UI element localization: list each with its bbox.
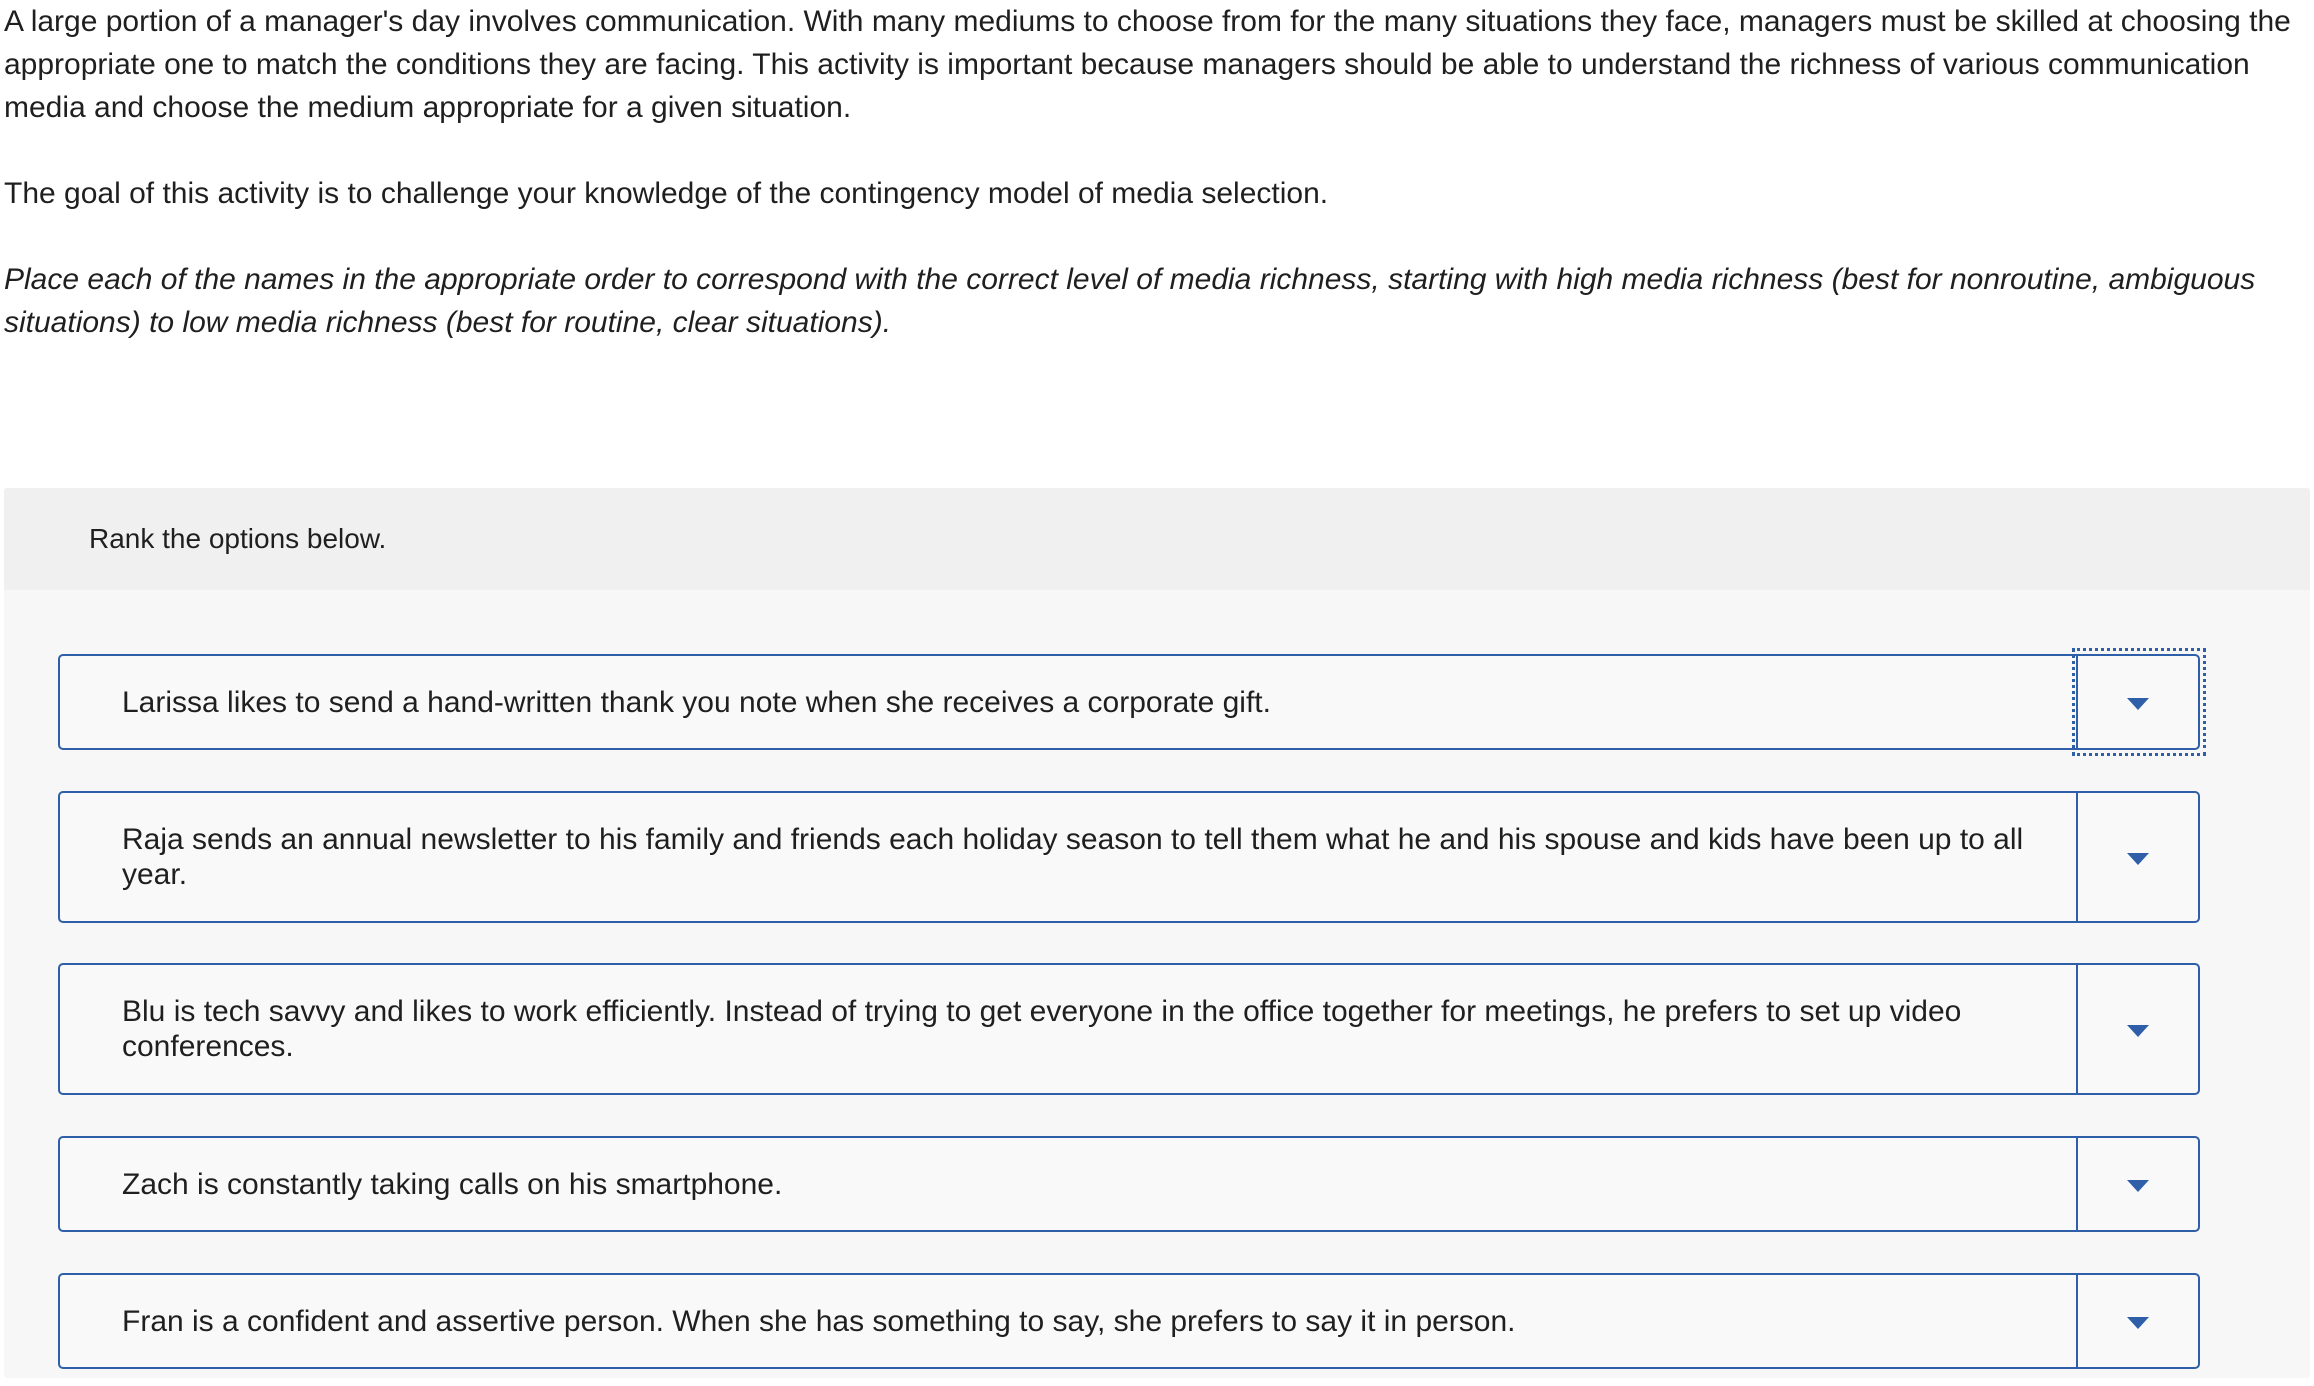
rank-item bbox=[58, 791, 2200, 923]
goal-paragraph: The goal of this activity is to challenge your knowledge of the contingency model of media selection. bbox=[4, 177, 1329, 210]
rank-item bbox=[58, 654, 2200, 750]
rank-select[interactable] bbox=[2076, 656, 2198, 748]
rank-select[interactable] bbox=[2076, 1138, 2198, 1230]
intro-section bbox=[4, 0, 2304, 344]
rank-item-text: Blu is tech savvy and likes to work efficiently. Instead of trying to get everyone in the office together for meetings, he prefers to set up video conferences. bbox=[122, 995, 1962, 1063]
intro-paragraph: A large portion of a manager's day involves communication. With many mediums to choose from for the many situations they face, managers must be skilled at choosing the appropriate one to match the conditions they are facing. This activity is important because managers should be able to understand the richness of various communication media and choose the medium appropriate for a given situation. bbox=[4, 5, 2291, 124]
rank-item-text: Larissa likes to send a hand-written thank you note when she receives a corporate gift. bbox=[122, 685, 1271, 719]
caret-down-icon bbox=[2127, 1317, 2149, 1329]
rank-item bbox=[58, 963, 2200, 1095]
caret-down-icon bbox=[2127, 1180, 2149, 1192]
rank-item bbox=[58, 1136, 2200, 1232]
rank-item-text: Zach is constantly taking calls on his smartphone. bbox=[122, 1167, 783, 1201]
rank-select[interactable] bbox=[2076, 965, 2198, 1093]
caret-down-icon bbox=[2127, 853, 2149, 865]
caret-down-icon bbox=[2127, 698, 2149, 710]
instructions-paragraph: Place each of the names in the appropriate order to correspond with the correct level of media richness, starting with high media richness (best for nonroutine, ambiguous situations) to low media richness (best for routine, clear situations). bbox=[4, 263, 2256, 339]
rank-item-text: Raja sends an annual newsletter to his family and friends each holiday season to tell them what he and his spouse and kids have been up to all year. bbox=[122, 823, 2024, 891]
rank-item bbox=[58, 1273, 2200, 1369]
ranking-header bbox=[4, 488, 2310, 590]
rank-select[interactable] bbox=[2076, 793, 2198, 921]
rank-item-text: Fran is a confident and assertive person. When she has something to say, she prefers to say it in person. bbox=[122, 1304, 1516, 1338]
caret-down-icon bbox=[2127, 1025, 2149, 1037]
rank-select[interactable] bbox=[2076, 1275, 2198, 1367]
ranking-panel bbox=[4, 488, 2310, 1378]
ranking-header-label: Rank the options below. bbox=[89, 523, 387, 554]
